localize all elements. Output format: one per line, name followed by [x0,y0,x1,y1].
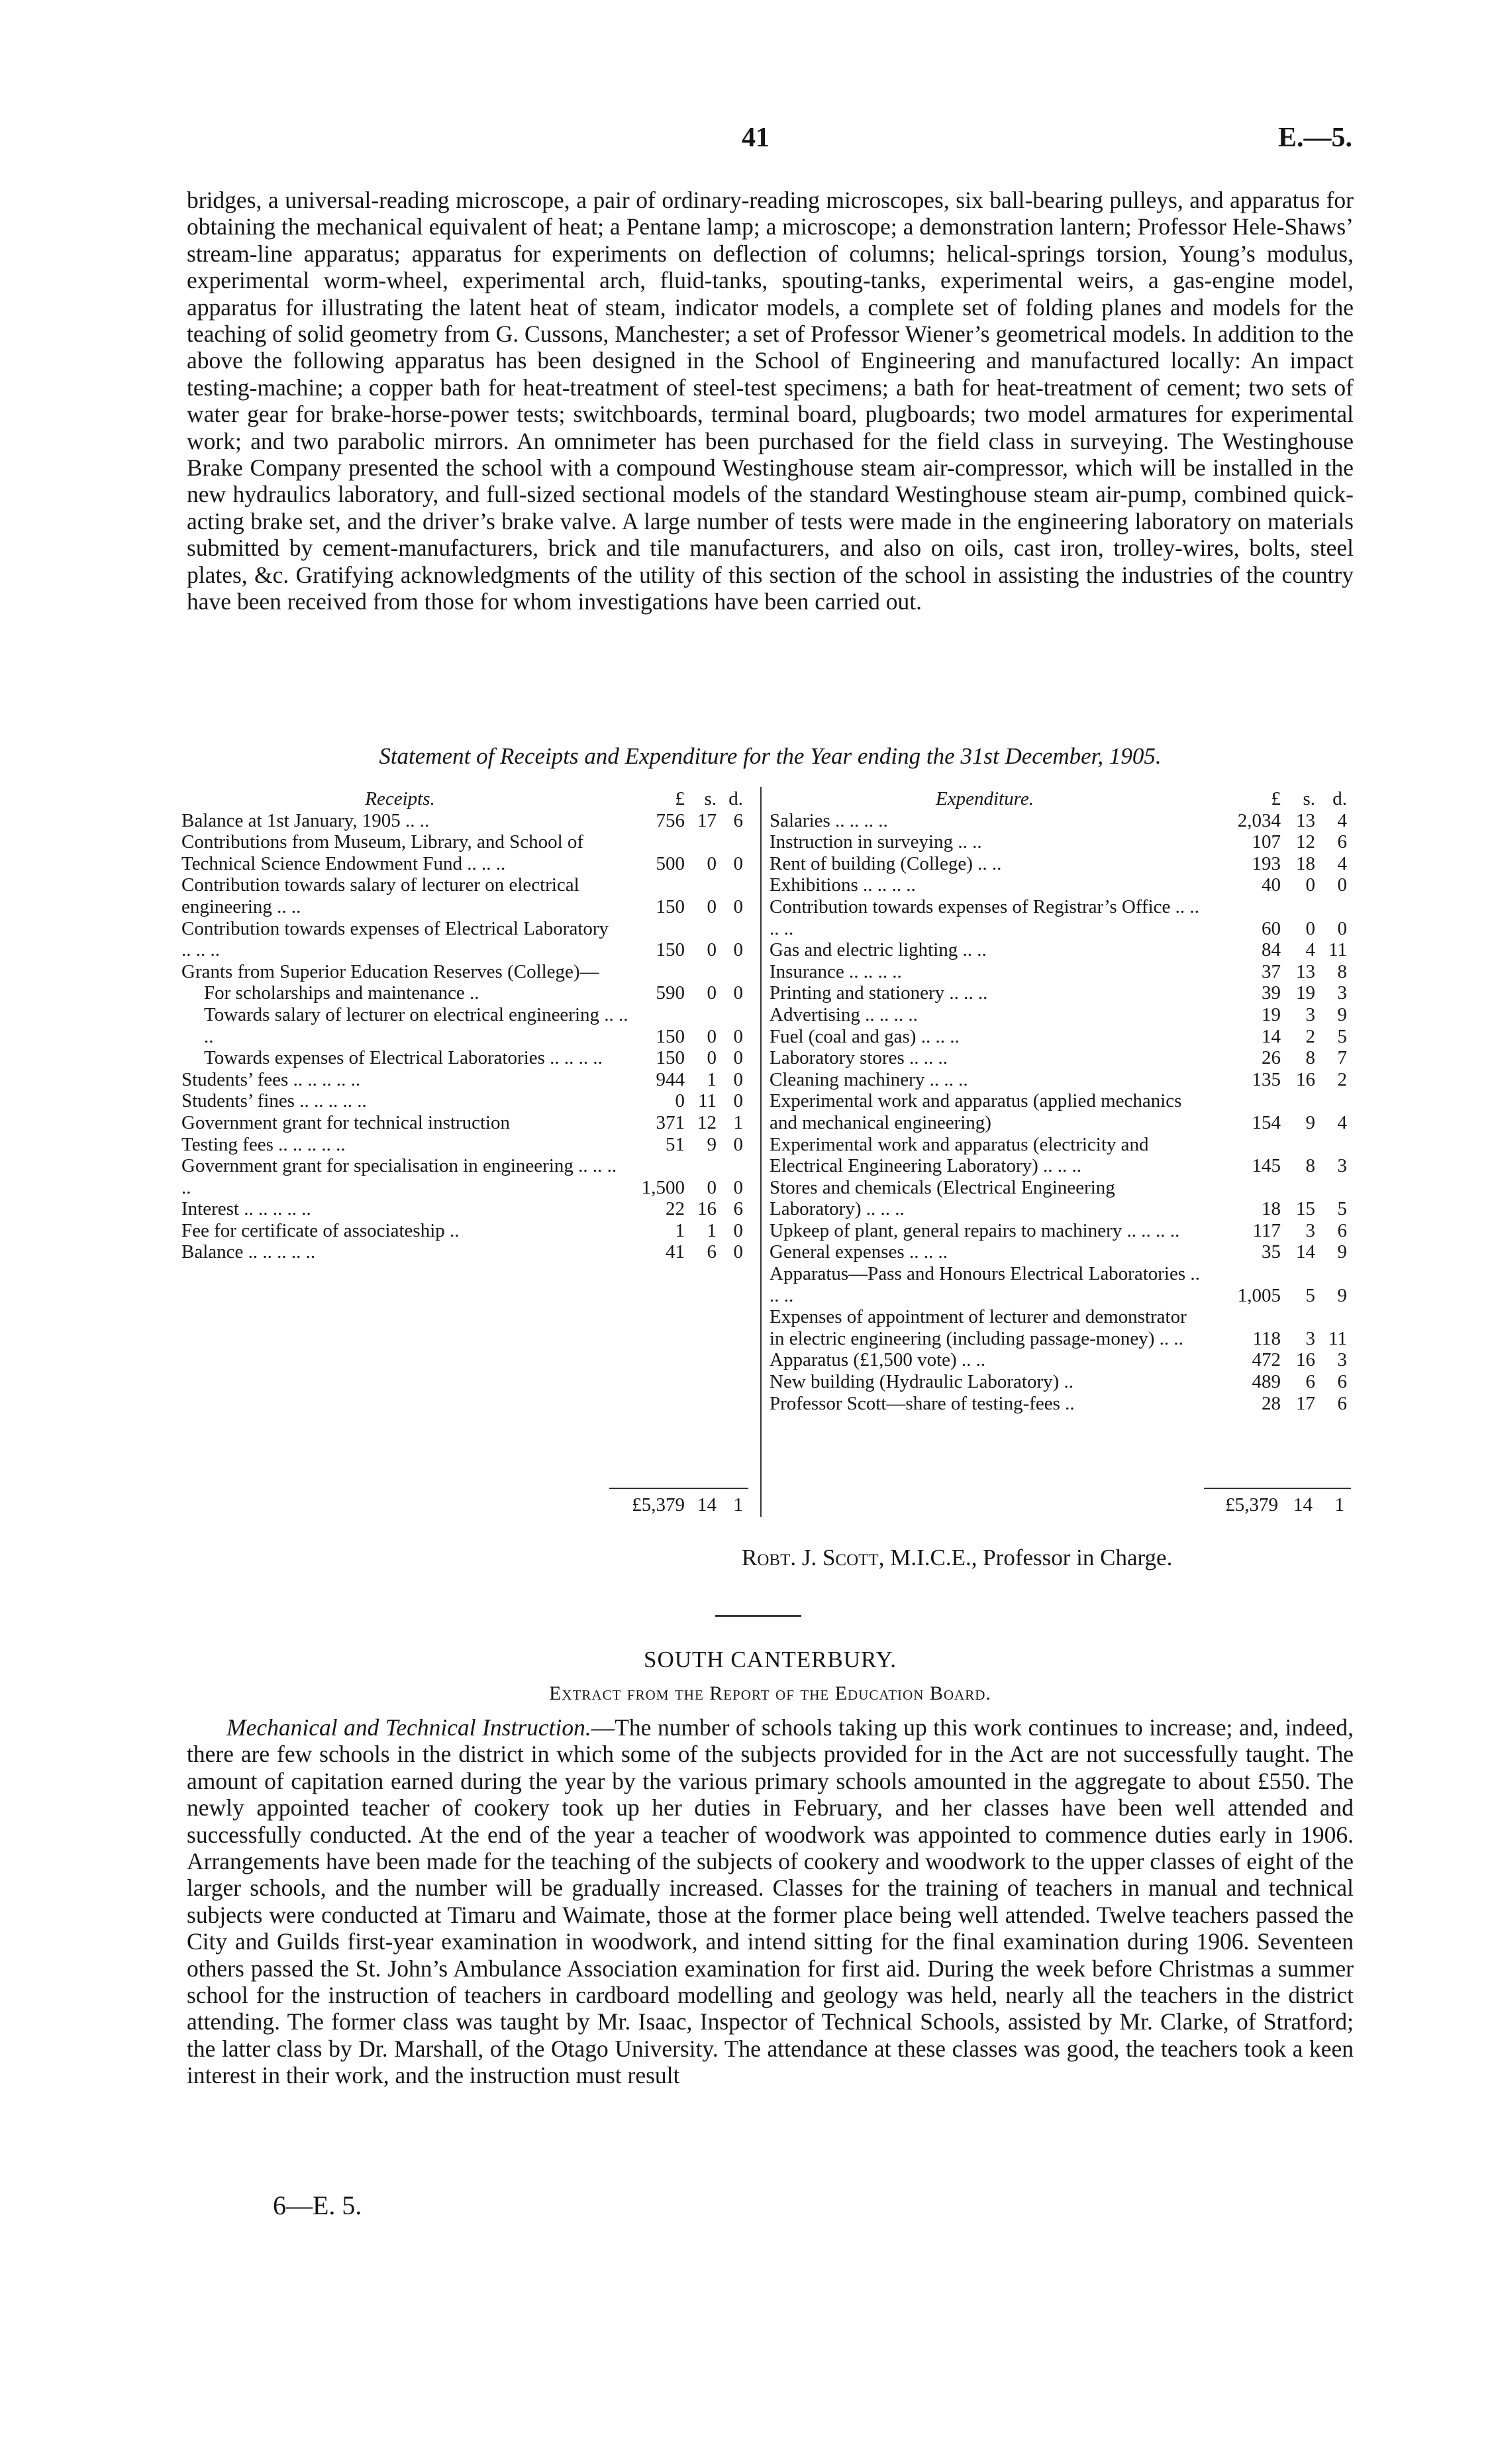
receipts-row [181,918,748,961]
expenditure-row-shillings: 13 [1296,960,1315,982]
expenditure-row-pence: 9 [1337,1003,1347,1025]
statement-title: Statement of Receipts and Expenditure for the Year ending the 31st December, 1905. [379,743,1162,769]
expenditure-row-label: Expenses of appointment of lecturer and demonstrator in electric engineering (including passage-money) .. .. [770,1306,1187,1349]
signature-name: Robt. J. Scott [742,1545,879,1570]
receipts-row-amount [619,810,748,832]
expenditure-heading: Expenditure. [936,788,1034,809]
expenditure-total-pence: 1 [1334,1494,1344,1515]
expenditure-row-pence: 9 [1337,1284,1347,1306]
expenditure-row-label: Salaries .. .. .. .. [770,809,888,831]
receipts-row [181,810,748,832]
receipts-row-pence: 0 [733,1090,743,1112]
expenditure-row-pounds: 19 [1262,1003,1281,1025]
receipts-row-label: Grants from Superior Education Reserves (College)— [181,960,599,982]
expenditure-row-shillings: 3 [1305,1003,1315,1025]
expenditure-row [770,810,1352,832]
expenditure-row-shillings: 0 [1305,917,1315,939]
receipts-row-shillings: 0 [707,1025,717,1047]
expenditure-row-pounds: 60 [1262,917,1281,939]
expenditure-row-amount [1207,1220,1352,1242]
expenditure-row-label: Professor Scott—share of testing-fees .. [770,1392,1075,1414]
receipts-row-shillings: 0 [707,896,717,917]
expenditure-row-pounds: 145 [1252,1155,1281,1177]
expenditure-row-amount [1207,1047,1352,1069]
expenditure-row-amount [1207,1004,1352,1026]
receipts-row-pounds: 500 [656,852,685,874]
receipts-row-pounds: 51 [666,1133,685,1155]
page-footer: 6—E. 5. [273,2190,362,2220]
expenditure-row-shillings: 3 [1305,1327,1315,1349]
expenditure-row-shillings: 13 [1296,809,1315,831]
expenditure-row-pence: 7 [1337,1047,1347,1069]
receipts-row-pounds: 590 [656,982,685,1004]
expenditure-row [770,853,1352,875]
receipts-row-amount [619,1026,748,1048]
receipts-row-pounds: 150 [656,896,685,917]
expenditure-row-pounds: 472 [1252,1349,1281,1371]
expenditure-row-amount [1207,831,1352,853]
expenditure-row-amount [1207,1371,1352,1393]
expenditure-row-label: Instruction in surveying .. .. [770,831,982,853]
receipts-row-label: Interest .. .. .. .. .. [181,1198,311,1220]
receipts-row [181,831,748,874]
expenditure-row [770,1069,1352,1091]
expenditure-total-shillings: 14 [1293,1494,1313,1515]
expenditure-row-pounds: 117 [1252,1219,1281,1241]
receipts-row-amount [619,1112,748,1134]
expenditure-row-amount [1207,1328,1352,1350]
receipts-row-pence: 0 [733,1025,743,1047]
pence-head: d. [728,788,743,809]
expenditure-row-label: Insurance .. .. .. .. [770,960,902,982]
expenditure-row-label: General expenses .. .. .. [770,1241,948,1263]
receipts-currency-heads [619,788,743,810]
expenditure-row-pence: 11 [1328,939,1347,961]
expenditure-row-pounds: 18 [1262,1198,1281,1220]
receipts-row-amount [619,982,748,1004]
page-number: 41 [742,123,770,153]
expenditure-row-shillings: 14 [1296,1241,1315,1263]
expenditure-row-label: Advertising .. .. .. .. [770,1003,918,1025]
document-reference: E.—5. [1277,123,1352,153]
receipts-row-pence: 0 [733,1068,743,1090]
receipts-row-pence: 0 [733,1219,743,1241]
receipts-row-shillings: 0 [707,1047,717,1069]
expenditure-row-label: Upkeep of plant, general repairs to machinery .. .. .. .. [770,1219,1180,1241]
expenditure-row-shillings: 0 [1305,874,1315,896]
receipts-row-amount [619,1134,748,1156]
expenditure-row-label: Fuel (coal and gas) .. .. .. [770,1025,960,1047]
receipts-row-pounds: 944 [656,1068,685,1090]
expenditure-row-label: Stores and chemicals (Electrical Engineering Laboratory) .. .. .. [770,1176,1115,1220]
receipts-row [181,1069,748,1091]
receipts-heading: Receipts. [365,788,435,809]
expenditure-row-amount [1207,1112,1352,1134]
receipts-row-label: For scholarships and maintenance .. [204,982,479,1004]
section-rule [715,1615,801,1617]
receipts-row-amount [619,1177,748,1199]
receipts-row-shillings: 11 [698,1090,717,1112]
expenditure-row [770,1306,1352,1349]
expenditure-total [1199,1494,1344,1516]
receipts-total-rule [609,1488,748,1489]
receipts-row-pounds: 371 [656,1111,685,1133]
section-subtitle: Extract from the Report of the Education Board. [549,1682,991,1704]
expenditure-row-amount [1207,1155,1352,1177]
expenditure-row [770,961,1352,983]
expenditure-row-amount [1207,961,1352,983]
receipts-row-shillings: 17 [697,809,717,831]
receipts-row-shillings: 0 [707,982,717,1004]
receipts-row-pounds: 150 [656,1047,685,1069]
expenditure-row-shillings: 9 [1305,1111,1315,1133]
receipts-row-shillings: 16 [697,1198,717,1220]
expenditure-row [770,982,1352,1004]
receipts-row-label: Contribution towards salary of lecturer on electrical engineering .. .. [181,874,579,917]
expenditure-row-pounds: 154 [1252,1111,1281,1133]
expenditure-row-pounds: 193 [1252,852,1281,874]
receipts-row-shillings: 1 [707,1068,717,1090]
expenditure-row-pounds: 28 [1262,1392,1281,1414]
expenditure-row-amount [1207,874,1352,896]
receipts-row-pounds: 150 [656,1025,685,1047]
receipts-row-shillings: 0 [707,939,717,961]
receipts-row-pence: 0 [733,1176,743,1198]
expenditure-row-shillings: 18 [1296,852,1315,874]
receipts-row-label: Towards salary of lecturer on electrical engineering .. .. .. [204,1003,628,1047]
expenditure-row-pounds: 40 [1262,874,1281,896]
receipts-row-label: Government grant for specialisation in engineering .. .. .. .. [181,1155,617,1198]
expenditure-row-pounds: 118 [1252,1327,1281,1349]
expenditure-row-amount [1207,1393,1352,1415]
receipts-row-pence: 1 [733,1111,743,1133]
expenditure-row-pence: 3 [1337,982,1347,1004]
expenditure-row-amount [1207,1069,1352,1091]
expenditure-row-amount [1207,1285,1352,1307]
expenditure-row-pence: 4 [1337,1111,1347,1133]
expenditure-currency-heads [1207,788,1347,810]
receipts-row-pence: 0 [733,1133,743,1155]
receipts-row [181,874,748,917]
expenditure-row-shillings: 17 [1296,1392,1315,1414]
receipts-row-pence: 0 [733,896,743,917]
expenditure-table [770,788,1352,1414]
expenditure-row-pence: 3 [1337,1349,1347,1371]
expenditure-row [770,939,1352,961]
expenditure-row-pence: 11 [1328,1327,1347,1349]
receipts-row-pence: 6 [733,1198,743,1220]
receipts-row [181,1047,748,1069]
expenditure-row-pence: 4 [1337,809,1347,831]
receipts-row [181,982,748,1004]
column-divider [760,787,762,1517]
expenditure-row-amount [1207,939,1352,961]
expenditure-row-label: Contribution towards expenses of Registrar’s Office .. .. .. .. [770,896,1199,939]
receipts-row-shillings: 9 [707,1133,717,1155]
expenditure-row-pounds: 107 [1252,831,1281,853]
receipts-row [181,1241,748,1263]
expenditure-row [770,1349,1352,1371]
expenditure-row-pounds: 37 [1262,960,1281,982]
expenditure-row-shillings: 4 [1305,939,1315,961]
pence-head: d. [1332,788,1347,809]
expenditure-row [770,1393,1352,1415]
expenditure-row-pence: 9 [1337,1241,1347,1263]
receipts-row-shillings: 12 [697,1111,717,1133]
expenditure-row-amount [1207,1026,1352,1048]
receipts-row-amount [619,939,748,961]
expenditure-row-pounds: 35 [1262,1241,1281,1263]
expenditure-row-pence: 6 [1337,831,1347,853]
receipts-total-pounds: £5,379 [632,1494,685,1515]
expenditure-row-shillings: 8 [1305,1047,1315,1069]
receipts-row-label: Contributions from Museum, Library, and School of Technical Science Endowment Fund .. .. .. [181,831,584,874]
receipts-row-amount [619,1198,748,1220]
expenditure-row-pounds: 489 [1252,1371,1281,1393]
expenditure-row [770,874,1352,896]
receipts-row [181,1134,748,1156]
shillings-head: s. [704,788,717,809]
expenditure-row-pence: 6 [1337,1219,1347,1241]
expenditure-row-pence: 3 [1337,1155,1347,1177]
receipts-row [181,1198,748,1220]
expenditure-row-pence: 6 [1337,1371,1347,1393]
expenditure-row-pence: 0 [1337,874,1347,896]
receipts-row-pounds: 0 [675,1090,685,1112]
expenditure-row-label: Apparatus—Pass and Honours Electrical Laboratories .. .. .. [770,1263,1200,1306]
receipts-row-label: Towards expenses of Electrical Laboratories .. .. .. .. [204,1047,603,1069]
receipts-row-label: Balance at 1st January, 1905 .. .. [181,809,430,831]
receipts-row-label: Contribution towards expenses of Electrical Laboratory .. .. .. [181,917,609,961]
expenditure-row-shillings: 19 [1296,982,1315,1004]
signature-title: , M.I.C.E., Professor in Charge. [878,1545,1173,1570]
expenditure-row-shillings: 16 [1296,1349,1315,1371]
receipts-row-pence: 0 [733,939,743,961]
section-body: —The number of schools taking up this work continues to increase; and, indeed, there are few schools in the district in which some of the subjects provided for in the Act are not successfully taught. The amount of capitation earned during the year by the various primary schools amounted in the aggregate to about £550. The newly appointed teacher of cookery took up her duties in February, and her classes have been well attended and successfully conducted. At the end of the year a teacher of woodwork was appointed to commence duties early in 1906. Arrangements have been made for the teaching of the subjects of cookery and woodwork to the upper classes of eight of the larger schools, and the number will be gradually increased. Classes for the training of teachers in manual and technical subjects were conducted at Timaru and Waimate, those at the former place being well attended. Twelve teachers passed the City and Guilds first-year examination in woodwork, and intend sitting for the final examination during 1906. Seventeen others passed the St. John’s Ambulance Association examination for first aid. During the week before Christmas a summer school for the instruction of teachers in cardboard modelling and geology was held, nearly all the teachers in the district attending. The former class was taught by Mr. Isaac, Inspector of Technical Schools, assisted by Mr. Clarke, of Stratford; the latter class by Dr. Marshall, of the Otago University. The attendance at these classes was good, the teachers took a keen interest in their work, and the instruction must result [187,1714,1354,2089]
expenditure-row-shillings: 12 [1296,831,1315,853]
expenditure-row-label: Laboratory stores .. .. .. [770,1047,948,1069]
receipts-row-amount [619,1047,748,1069]
expenditure-row [770,1090,1352,1133]
expenditure-row-shillings: 15 [1296,1198,1315,1220]
receipts-row-pounds: 756 [656,809,685,831]
expenditure-total-pounds: £5,379 [1225,1494,1278,1515]
section-paragraph [187,1714,1354,2089]
expenditure-row-label: Cleaning machinery .. .. .. [770,1068,968,1090]
receipts-row [181,1090,748,1112]
receipts-row-pounds: 22 [666,1198,685,1220]
expenditure-row-shillings: 3 [1305,1219,1315,1241]
receipts-row-pence: 0 [733,1241,743,1263]
receipts-row-shillings: 0 [707,1176,717,1198]
receipts-row-pence: 0 [733,982,743,1004]
receipts-row-pence: 6 [733,809,743,831]
expenditure-row-pounds: 26 [1262,1047,1281,1069]
expenditure-row-shillings: 8 [1305,1155,1315,1177]
expenditure-row [770,1220,1352,1242]
receipts-row-amount [619,1241,748,1263]
receipts-row-amount [619,1069,748,1091]
receipts-row-pence: 0 [733,1047,743,1069]
expenditure-row-label: Printing and stationery .. .. .. [770,982,988,1004]
expenditure-row-label: Experimental work and apparatus (applied mechanics and mechanical engineering) [770,1090,1182,1133]
expenditure-row-pounds: 14 [1262,1025,1281,1047]
expenditure-row-pence: 2 [1337,1068,1347,1090]
expenditure-row-amount [1207,982,1352,1004]
expenditure-row [770,1371,1352,1393]
expenditure-row-amount [1207,853,1352,875]
receipts-row [181,961,748,983]
receipts-total-shillings: 14 [697,1494,717,1515]
expenditure-row-pounds: 39 [1262,982,1281,1004]
expenditure-row [770,1241,1352,1263]
receipts-row-pence: 0 [733,852,743,874]
expenditure-row [770,1004,1352,1026]
receipts-header-row [181,788,748,810]
receipts-row-label: Fee for certificate of associateship .. [181,1219,460,1241]
expenditure-row-shillings: 6 [1305,1371,1315,1393]
expenditure-row-amount [1207,1198,1352,1220]
signature [742,1545,1172,1571]
expenditure-row-pence: 6 [1337,1392,1347,1414]
receipts-row [181,1155,748,1198]
receipts-row-amount [619,853,748,875]
expenditure-header-row [770,788,1352,810]
expenditure-row-amount [1207,1349,1352,1371]
expenditure-row [770,1134,1352,1177]
expenditure-row-shillings: 2 [1305,1025,1315,1047]
receipts-row-label: Students’ fees .. .. .. .. .. [181,1068,361,1090]
receipts-row [181,1112,748,1134]
expenditure-row [770,1177,1352,1220]
expenditure-row-pence: 5 [1337,1198,1347,1220]
expenditure-row-amount [1207,918,1352,940]
expenditure-row [770,831,1352,853]
receipts-row-label: Government grant for technical instruction [181,1111,511,1133]
receipts-row-amount [619,1220,748,1242]
receipts-row-label: Balance .. .. .. .. .. [181,1241,316,1263]
expenditure-row-amount [1207,810,1352,832]
receipts-row-label: Students’ fines .. .. .. .. .. [181,1090,367,1112]
section-title: SOUTH CANTERBURY. [644,1647,897,1672]
expenditure-total-rule [1204,1488,1351,1489]
expenditure-row-pence: 4 [1337,852,1347,874]
expenditure-row [770,1026,1352,1048]
shillings-head: s. [1303,788,1315,809]
expenditure-row-shillings: 5 [1305,1284,1315,1306]
receipts-row-pounds: 150 [656,939,685,961]
receipts-row-shillings: 1 [707,1219,717,1241]
expenditure-row [770,896,1352,939]
expenditure-row-pence: 0 [1337,917,1347,939]
receipts-row-shillings: 0 [707,852,717,874]
receipts-row-pounds: 1 [675,1219,685,1241]
expenditure-row-pounds: 135 [1252,1068,1281,1090]
receipts-row-pounds: 41 [666,1241,685,1263]
receipts-row-label: Testing fees .. .. .. .. .. [181,1133,346,1155]
expenditure-row-pounds: 2,034 [1237,809,1281,831]
receipts-row [181,1220,748,1242]
receipts-row-amount [619,1090,748,1112]
receipts-total [609,1494,743,1516]
pounds-head: £ [675,788,685,809]
expenditure-row-pounds: 1,005 [1237,1284,1281,1306]
expenditure-row-pounds: 84 [1262,939,1281,961]
expenditure-row-label: Experimental work and apparatus (electricity and Electrical Engineering Laboratory) .. .. .. [770,1133,1149,1177]
expenditure-row [770,1263,1352,1306]
expenditure-row-label: Gas and electric lighting .. .. [770,939,987,961]
expenditure-row-label: Rent of building (College) .. .. [770,852,1002,874]
expenditure-row-amount [1207,1241,1352,1263]
receipts-row [181,1004,748,1047]
receipts-row-amount [619,896,748,918]
expenditure-row-label: New building (Hydraulic Laboratory) .. [770,1371,1074,1393]
expenditure-row-label: Exhibitions .. .. .. .. [770,874,916,896]
expenditure-row-shillings: 16 [1296,1068,1315,1090]
expenditure-row-pence: 5 [1337,1025,1347,1047]
receipts-table [181,788,748,1263]
intro-paragraph: bridges, a universal-reading microscope, a pair of ordinary-reading microscopes, six ball-bearing pulleys, and apparatus for obtaining the mechanical equivalent of heat; a Pentane lamp; a microscope; a demonstration lantern; Professor Hele-Shaws’ stream-line apparatus; apparatus for experiments on deflection of columns; helical-springs torsion, Young’s modulus, experimental worm-wheel, experimental arch, fluid-tanks, spouting-tanks, experimental weirs, a gas-engine model, apparatus for illustrating the latent heat of steam, indicator models, a complete set of folding planes and models for the teaching of solid geometry from G. Cussons, Manchester; a set of Professor Wiener’s geometrical models. In addition to the above the following apparatus has been designed in the School of Engineering and manufactured locally: An impact testing-machine; a copper bath for heat-treatment of steel-test specimens; a bath for heat-treatment of cement; two sets of water gear for brake-horse-power tests; switchboards, terminal board, plugboards; two model armatures for experimental work; and two parabolic mirrors. An omnimeter has been purchased for the field class in surveying. The Westinghouse Brake Company presented the school with a compound Westinghouse steam air-compressor, which will be installed in the new hydraulics laboratory, and full-sized sectional models of the standard Westinghouse steam air-pump, combined quick-acting brake set, and the driver’s brake valve. A large number of tests were made in the engineering laboratory on materials submitted by cement-manufacturers, brick and tile manufacturers, and also on oils, cast iron, trolley-wires, bolts, steel plates, &c. Gratifying acknowledgments of the utility of this section of the school in assisting the industries of the country have been received from those for whom investigations have been carried out. [187,187,1354,615]
expenditure-row-label: Apparatus (£1,500 vote) .. .. [770,1349,986,1371]
section-lead: Mechanical and Technical Instruction. [226,1714,591,1741]
receipts-row-shillings: 6 [707,1241,717,1263]
receipts-total-pence: 1 [733,1494,743,1515]
expenditure-row-pence: 8 [1337,960,1347,982]
pounds-head: £ [1271,788,1281,809]
receipts-row-pounds: 1,500 [641,1176,685,1198]
expenditure-row [770,1047,1352,1069]
